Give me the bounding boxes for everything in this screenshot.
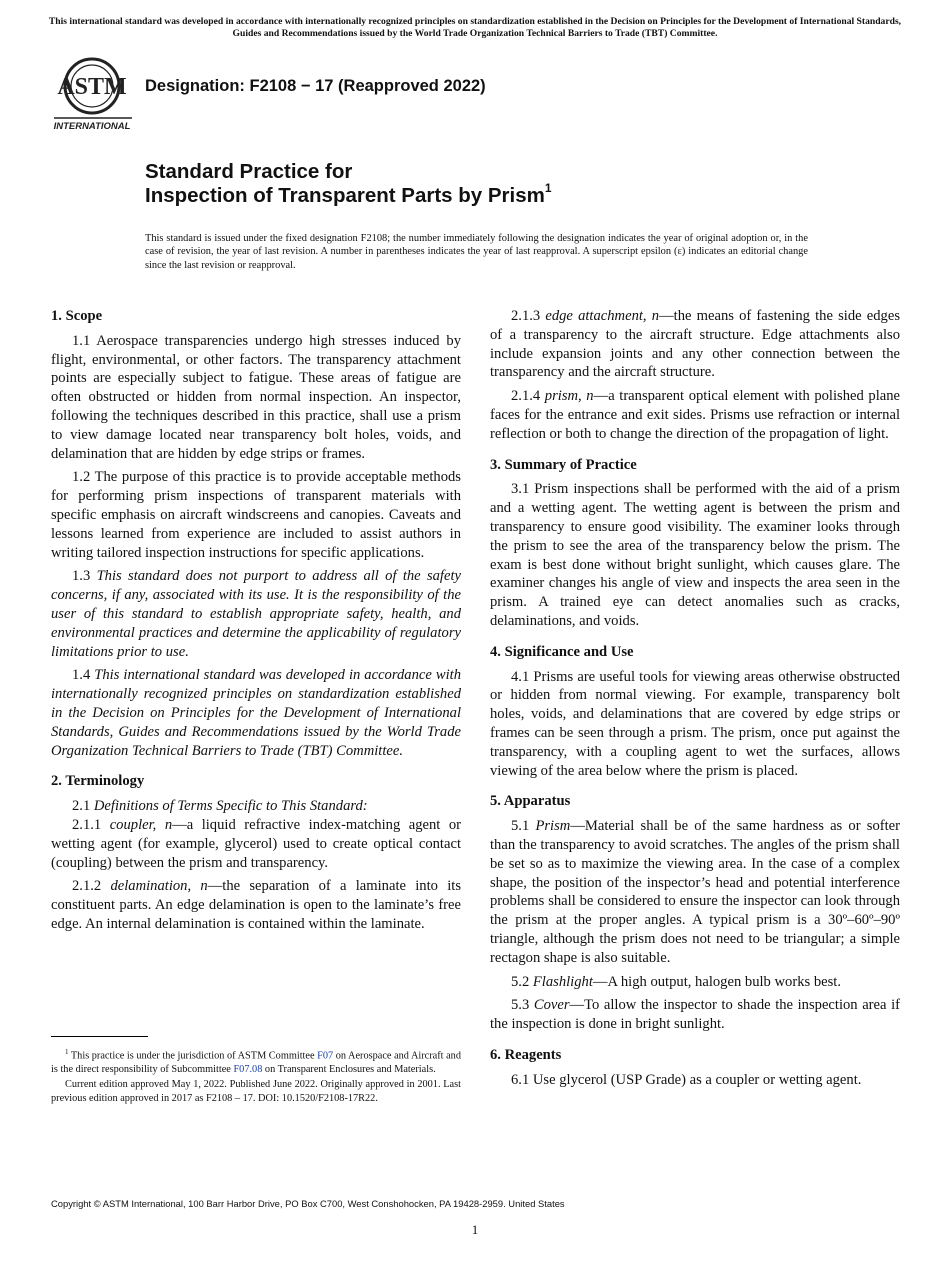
paragraph-2-1-4: 2.1.4 prism, n—a transparent optical element with polished plane faces for the entrance and exit sides. Prisms use refraction or internal reflection or both to change the direction of the propagation of light. bbox=[490, 388, 900, 442]
section-heading-significance: 4. Significance and Use bbox=[490, 643, 634, 660]
astm-logo bbox=[52, 56, 136, 132]
title-line1: Standard Practice for bbox=[145, 160, 353, 183]
paragraph-4-1: 4.1 Prisms are useful tools for viewing areas otherwise obstructed or hidden from normal viewing. For example, transparency bolt holes, voids, and delaminations that are covered by edge strips or frames can be seen through a prism. The prism, once put against the transparency, with a coupling agent to wet the surfaces, allows viewing of the area below where the prism is placed. bbox=[490, 668, 900, 779]
paragraph-1-1: 1.1 Aerospace transparencies undergo high stresses induced by flight, environmental, or other factors. The transparency attachment points are especially subject to fatigue. These areas of fatigue are often obstructed or hidden from normal inspection. An inspector, following the techniques described in this practice, shall use a prism to view damage located near transparency bolt holes, voids, and delamination that are hidden by edge strips or frames. bbox=[51, 332, 461, 462]
paragraph-1-3: 1.3 This standard does not purport to address all of the safety concerns, if any, associated with its use. It is the responsibility of the user of this standard to establish appropriate safety, health, and environmental practices and determine the applicability of regulatory limitations prior to use. bbox=[51, 568, 461, 660]
section-heading-apparatus: 5. Apparatus bbox=[490, 793, 571, 810]
committee-link[interactable]: F07 bbox=[317, 1050, 334, 1062]
left-column bbox=[51, 307, 461, 939]
footnote-edition: Current edition approved May 1, 2022. Published June 2022. Originally approved in 2001. Last previous edition approved in 2017 as F2108 – 17. DOI: 10.1520/F2108-17R22. bbox=[51, 1079, 461, 1104]
subcommittee-link[interactable]: F07.08 bbox=[233, 1063, 263, 1075]
page-number: 1 bbox=[471, 1222, 479, 1237]
title-main: Inspection of Transparent Parts by Prism bbox=[145, 184, 545, 207]
footnote-divider bbox=[51, 1036, 148, 1037]
paragraph-3-1: 3.1 Prism inspections shall be performed with the aid of a prism and a wetting agent. The wetting agent is between the prism and transparency to ensure good visibility. The examiner looks through the prism to see the area of the transparency below the prism. The exam is best done without bright sunlight, which causes glare. The examiner changes his angle of view and inspects the area seen in the prism. A trained eye can detect anomalies such as cracks, delaminations, and voids. bbox=[490, 481, 900, 629]
paragraph-6-1: 6.1 Use glycerol (USP Grade) as a coupler or wetting agent. bbox=[511, 1071, 862, 1088]
footnote-1: $^1$ This practice is under the jurisdiction of ASTM Committee F07 on Aerospace and Aircraft and is the direct responsibility of Subcommittee F07.08 on Transparent Enclosures and Materials. bbox=[51, 1048, 461, 1075]
footnotes bbox=[51, 1046, 461, 1107]
logo-subtext: INTERNATIONAL bbox=[53, 121, 131, 132]
paragraph-1-2: 1.2 The purpose of this practice is to provide acceptable methods for performing prism inspections of transparent materials with specific emphasis on aircraft windscreens and canopies. Caveats and lessons learned from experience are included to assist authors in writing tailored inspection instructions for specific applications. bbox=[51, 469, 461, 561]
title-line2 bbox=[145, 181, 552, 208]
paragraph-2-1-1: 2.1.1 coupler, n—a liquid refractive index-matching agent or wetting agent (for example, glycerol) used to create optical contact (coupling) between the prism and transparency. bbox=[51, 816, 461, 871]
paragraph-2-1-3: 2.1.3 edge attachment, n—the means of fastening the side edges of a transparency to the aircraft structure. Edge attachments also include expansion joints and any other connection between the transparency and the aircraft structure. bbox=[490, 308, 900, 381]
section-heading-terminology: 2. Terminology bbox=[51, 773, 145, 790]
paragraph-5-1: 5.1 Prism—Material shall be of the same hardness as or softer than the transparency to avoid scratches. The angles of the prism shall be set so as to maximize the viewing area. In the case of a complex shape, the position of the inspector’s head and potential interference problems shall be considered to ensure the inspector can look through the prism at the proper angles. A typical prism is a 30º–60º–90º triangle, although the prism does not need to be triangular; a simple rectagon shape is also suitable. bbox=[490, 818, 900, 966]
designation: Designation: F2108 − 17 (Reapproved 2022) bbox=[145, 77, 486, 95]
title-footnote-ref: 1 bbox=[544, 181, 552, 196]
page-title bbox=[145, 160, 552, 208]
paragraph-5-3: 5.3 Cover—To allow the inspector to shade the inspection area if the inspection is done in bright sunlight. bbox=[490, 997, 901, 1033]
top-notice: This international standard was developed in accordance with internationally recognized principles on standardization established in the Decision on Principles for the Development of International Standards, Guides and Recommendations issued by the World Trade Organization Technical Barriers to Trade (TBT) Committee. bbox=[48, 16, 902, 39]
paragraph-2-1-2: 2.1.2 delamination, n—the separation of a laminate into its constituent parts. An edge delamination is open to the laminate’s free edge. An internal delamination is contained within the laminate. bbox=[51, 878, 461, 932]
section-heading-scope: 1. Scope bbox=[51, 308, 103, 324]
section-heading-summary: 3. Summary of Practice bbox=[490, 456, 637, 473]
paragraph-5-2: 5.2 Flashlight—A high output, halogen bulb works best. bbox=[511, 973, 841, 990]
issuance-statement: This standard is issued under the fixed designation F2108; the number immediately following the designation indicates the year of original adoption or, in the case of revision, the year of last revision. A number in parentheses indicates the year of last reapproval. A superscript epsilon (ε) indicates an editorial change since the last revision or reapproval. bbox=[145, 233, 808, 271]
copyright: Copyright © ASTM International, 100 Barr Harbor Drive, PO Box C700, West Conshohocken, PA 19428-2959. United States bbox=[51, 1198, 565, 1209]
paragraph-2-1: 2.1 Definitions of Terms Specific to This Standard: bbox=[72, 798, 368, 815]
astm-logo-icon bbox=[52, 56, 136, 132]
right-column bbox=[490, 307, 900, 1094]
section-heading-reagents: 6. Reagents bbox=[490, 1046, 562, 1063]
paragraph-1-4: 1.4 This international standard was developed in accordance with internationally recognized principles on standardization established in the Decision on Principles for the Development of International Standards, Guides and Recommendations issued by the World Trade Organization Technical Barriers to Trade (TBT) Committee. bbox=[51, 667, 462, 759]
logo-text: ASTM bbox=[57, 74, 127, 100]
